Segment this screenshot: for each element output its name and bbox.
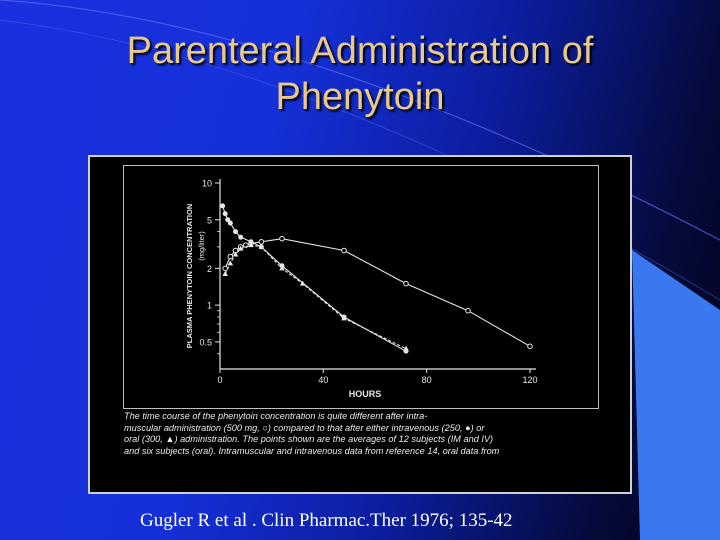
- y-tick-label: 1: [206, 300, 212, 311]
- caption-line: The time course of the phenytoin concentration is quite different after intra-: [124, 411, 428, 421]
- series-line: [223, 206, 406, 351]
- data-point-open-circle: [404, 281, 409, 286]
- chart-figure: [88, 155, 632, 494]
- y-tick-label: 0.5: [199, 337, 212, 348]
- series-line: [225, 245, 406, 349]
- data-point-open-circle: [228, 254, 233, 259]
- data-point-open-circle: [223, 266, 228, 271]
- x-axis-label: HOURS: [348, 389, 382, 399]
- data-point-filled-circle: [223, 211, 228, 216]
- caption-line: and six subjects (oral). Intramuscular and intravenous data from reference 14, oral data from: [124, 445, 500, 456]
- slide-title: [60, 28, 660, 120]
- y-tick-label: 2: [206, 263, 212, 274]
- data-point-open-circle: [528, 344, 533, 349]
- y-axis-units-label: (mg/liter): [197, 231, 206, 261]
- title-line-1: Parenteral Administration of: [126, 30, 594, 72]
- y-tick-label: 10: [201, 178, 212, 189]
- title-line-2: Phenytoin: [275, 76, 445, 118]
- x-tick-label: 0: [217, 375, 223, 385]
- data-point-open-circle: [466, 308, 471, 313]
- data-point-filled-circle: [238, 235, 243, 240]
- figure-caption: [124, 411, 604, 457]
- series-line: [225, 239, 530, 347]
- x-tick-label: 40: [318, 375, 329, 385]
- data-point-triangle: [222, 271, 228, 276]
- x-tick-label: 80: [421, 375, 432, 385]
- data-point-open-circle: [259, 240, 264, 245]
- data-point-filled-circle: [220, 203, 225, 208]
- y-axis-label: PLASMA PHENYTOIN CONCENTRATION: [185, 203, 194, 349]
- caption-line: muscular administration (500 mg, ○) compared to that after either intravenous (250, ●) or: [124, 422, 485, 433]
- data-point-filled-circle: [228, 221, 233, 226]
- x-tick-label: 120: [522, 375, 538, 385]
- citation-text: Gugler R et al . Clin Pharmac.Ther 1976; 135-42: [140, 510, 513, 531]
- decorative-accent-shape: [632, 250, 720, 540]
- data-point-open-circle: [280, 236, 285, 241]
- data-point-open-circle: [342, 248, 347, 253]
- y-tick-label: 5: [206, 215, 212, 226]
- caption-line: oral (300, ▲) administration. The points shown are the averages of 12 subjects (IM and IV): [124, 434, 494, 445]
- data-point-filled-circle: [233, 229, 238, 234]
